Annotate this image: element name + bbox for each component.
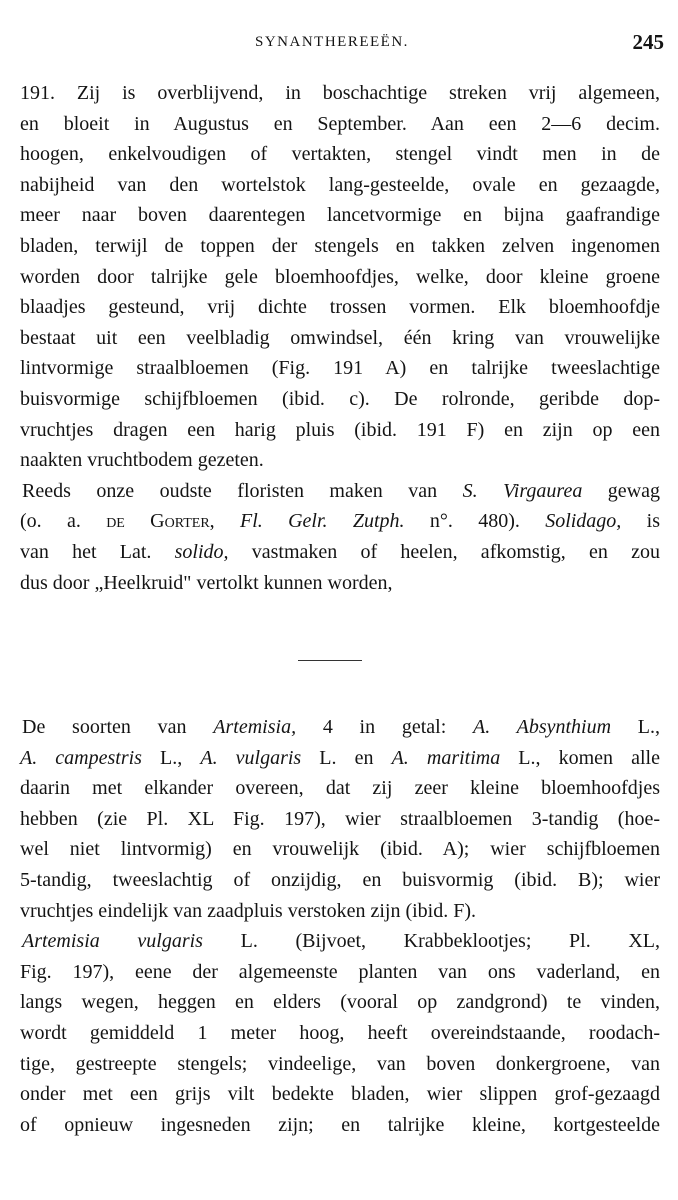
text-run: L. en	[301, 746, 392, 769]
text-line: meer naar boven daarentegen lancetvormige en bijna gaafrandige	[20, 204, 660, 227]
running-head	[0, 30, 678, 56]
text-line: 191. Zij is overblijvend, in boschachtige streken vrij algemeen,	[20, 82, 660, 104]
text-line: tige, gestreepte stengels; vindeelige, van boven donkergroene, van	[20, 1052, 660, 1075]
running-title: SYNANTHEREEËN.	[255, 34, 409, 50]
text-line: nabijheid van den wortelstok lang-gesteelde, ovale en gezaagde,	[20, 173, 660, 196]
text-line: Fig. 197), eene der algemeenste planten van ons vaderland, en	[20, 960, 660, 983]
text-line: onder met een grijs vilt bedekte bladen, wier slippen grof-gezaagd	[20, 1083, 660, 1106]
text-line: wel niet lintvormig) en vrouwelijk (ibid. A); wier schijfbloemen	[20, 838, 660, 861]
text-run: De soorten van	[22, 716, 214, 738]
text-line: lintvormige straalbloemen (Fig. 191 A) en talrijke tweeslachtige	[20, 357, 660, 380]
lower-text-block	[20, 712, 660, 1140]
italic-run: A. maritima	[391, 746, 501, 769]
text-line: hoogen, enkelvoudigen of vertakten, stengel vindt men in de	[20, 143, 660, 166]
text-line: hebben (zie Pl. XL Fig. 197), wier straalbloemen 3-tandig (hoe-	[20, 807, 660, 830]
text-line: daarin met elkander overeen, dat zij zeer kleine bloemhoofdjes	[20, 777, 660, 800]
text-line: bestaat uit een veelbladig omwindsel, één kring van vrouwelijke	[20, 326, 660, 349]
text-line: buisvormige schijfbloemen (ibid. c). De rolronde, geribde dop-	[20, 387, 660, 410]
italic-run: Artemisia,	[213, 716, 297, 738]
text-run: L. (Bijvoet, Krabbeklootjes; Pl. XL,	[202, 930, 660, 953]
text-run: L.,	[141, 746, 201, 769]
italic-run: solido,	[174, 540, 229, 563]
text-line: vruchtjes eindelijk van zaadpluis verstoken zijn (ibid. F).	[20, 899, 476, 922]
text-line: blaadjes gesteund, vrij dichte trossen vormen. Elk bloemhoofdje	[20, 296, 660, 319]
text-line: dus door „Heelkruid" vertolkt kunnen worden,	[20, 571, 393, 594]
text-line	[20, 743, 660, 774]
italic-run: A. vulgaris	[200, 746, 302, 769]
upper-text-block	[20, 78, 660, 598]
text-line: naakten vruchtbodem gezeten.	[20, 449, 264, 472]
italic-run: Solidago,	[545, 510, 622, 533]
text-run: L.,	[611, 716, 661, 738]
text-run: van het Lat.	[20, 540, 175, 563]
text-line: en bloeit in Augustus en September. Aan een 2—6 decim.	[20, 112, 660, 135]
page-number: 245	[632, 30, 664, 54]
text-run: vastmaken of heelen, afkomstig, en zou	[228, 540, 660, 563]
italic-run: A. campestris	[20, 746, 142, 769]
text-line	[20, 926, 660, 957]
text-line	[20, 537, 660, 568]
text-run: (o. a.	[20, 510, 107, 533]
text-line: langs wegen, heggen en elders (vooral op zandgrond) te vinden,	[20, 991, 660, 1014]
text-line: wordt gemiddeld 1 meter hoog, heeft overeindstaande, roodach-	[20, 1021, 660, 1044]
text-run	[215, 510, 240, 532]
text-line: bladen, terwijl de toppen der stengels en takken zelven ingenomen	[20, 234, 660, 257]
text-run: gewag	[582, 479, 661, 502]
italic-run: S. Virgaurea	[462, 479, 583, 502]
italic-run: Fl. Gelr. Zutph.	[240, 510, 405, 533]
text-run: 4 in getal:	[296, 716, 474, 738]
text-line: vruchtjes dragen een harig pluis (ibid. 191 F) en zijn op een	[20, 418, 660, 441]
section-separator	[298, 660, 362, 661]
text-line: 5-tandig, tweeslachtig of onzijdig, en buisvormig (ibid. B); wier	[20, 868, 660, 891]
text-line	[20, 506, 660, 537]
text-line: of opnieuw ingesneden zijn; en talrijke kleine, kortgesteelde	[20, 1113, 660, 1136]
text-line: worden door talrijke gele bloemhoofdjes, welke, door kleine groene	[20, 265, 660, 288]
text-run: Reeds onze oudste floristen maken van	[22, 479, 463, 502]
text-run: n°. 480).	[404, 510, 546, 533]
text-line	[20, 476, 660, 507]
italic-run: Artemisia vulgaris	[22, 930, 203, 953]
text-run: is	[621, 510, 660, 533]
text-line	[20, 712, 660, 743]
text-run: L., komen alle	[500, 746, 660, 769]
italic-run: A. Absynthium	[473, 716, 612, 738]
author-name: de Gorter,	[106, 510, 215, 533]
